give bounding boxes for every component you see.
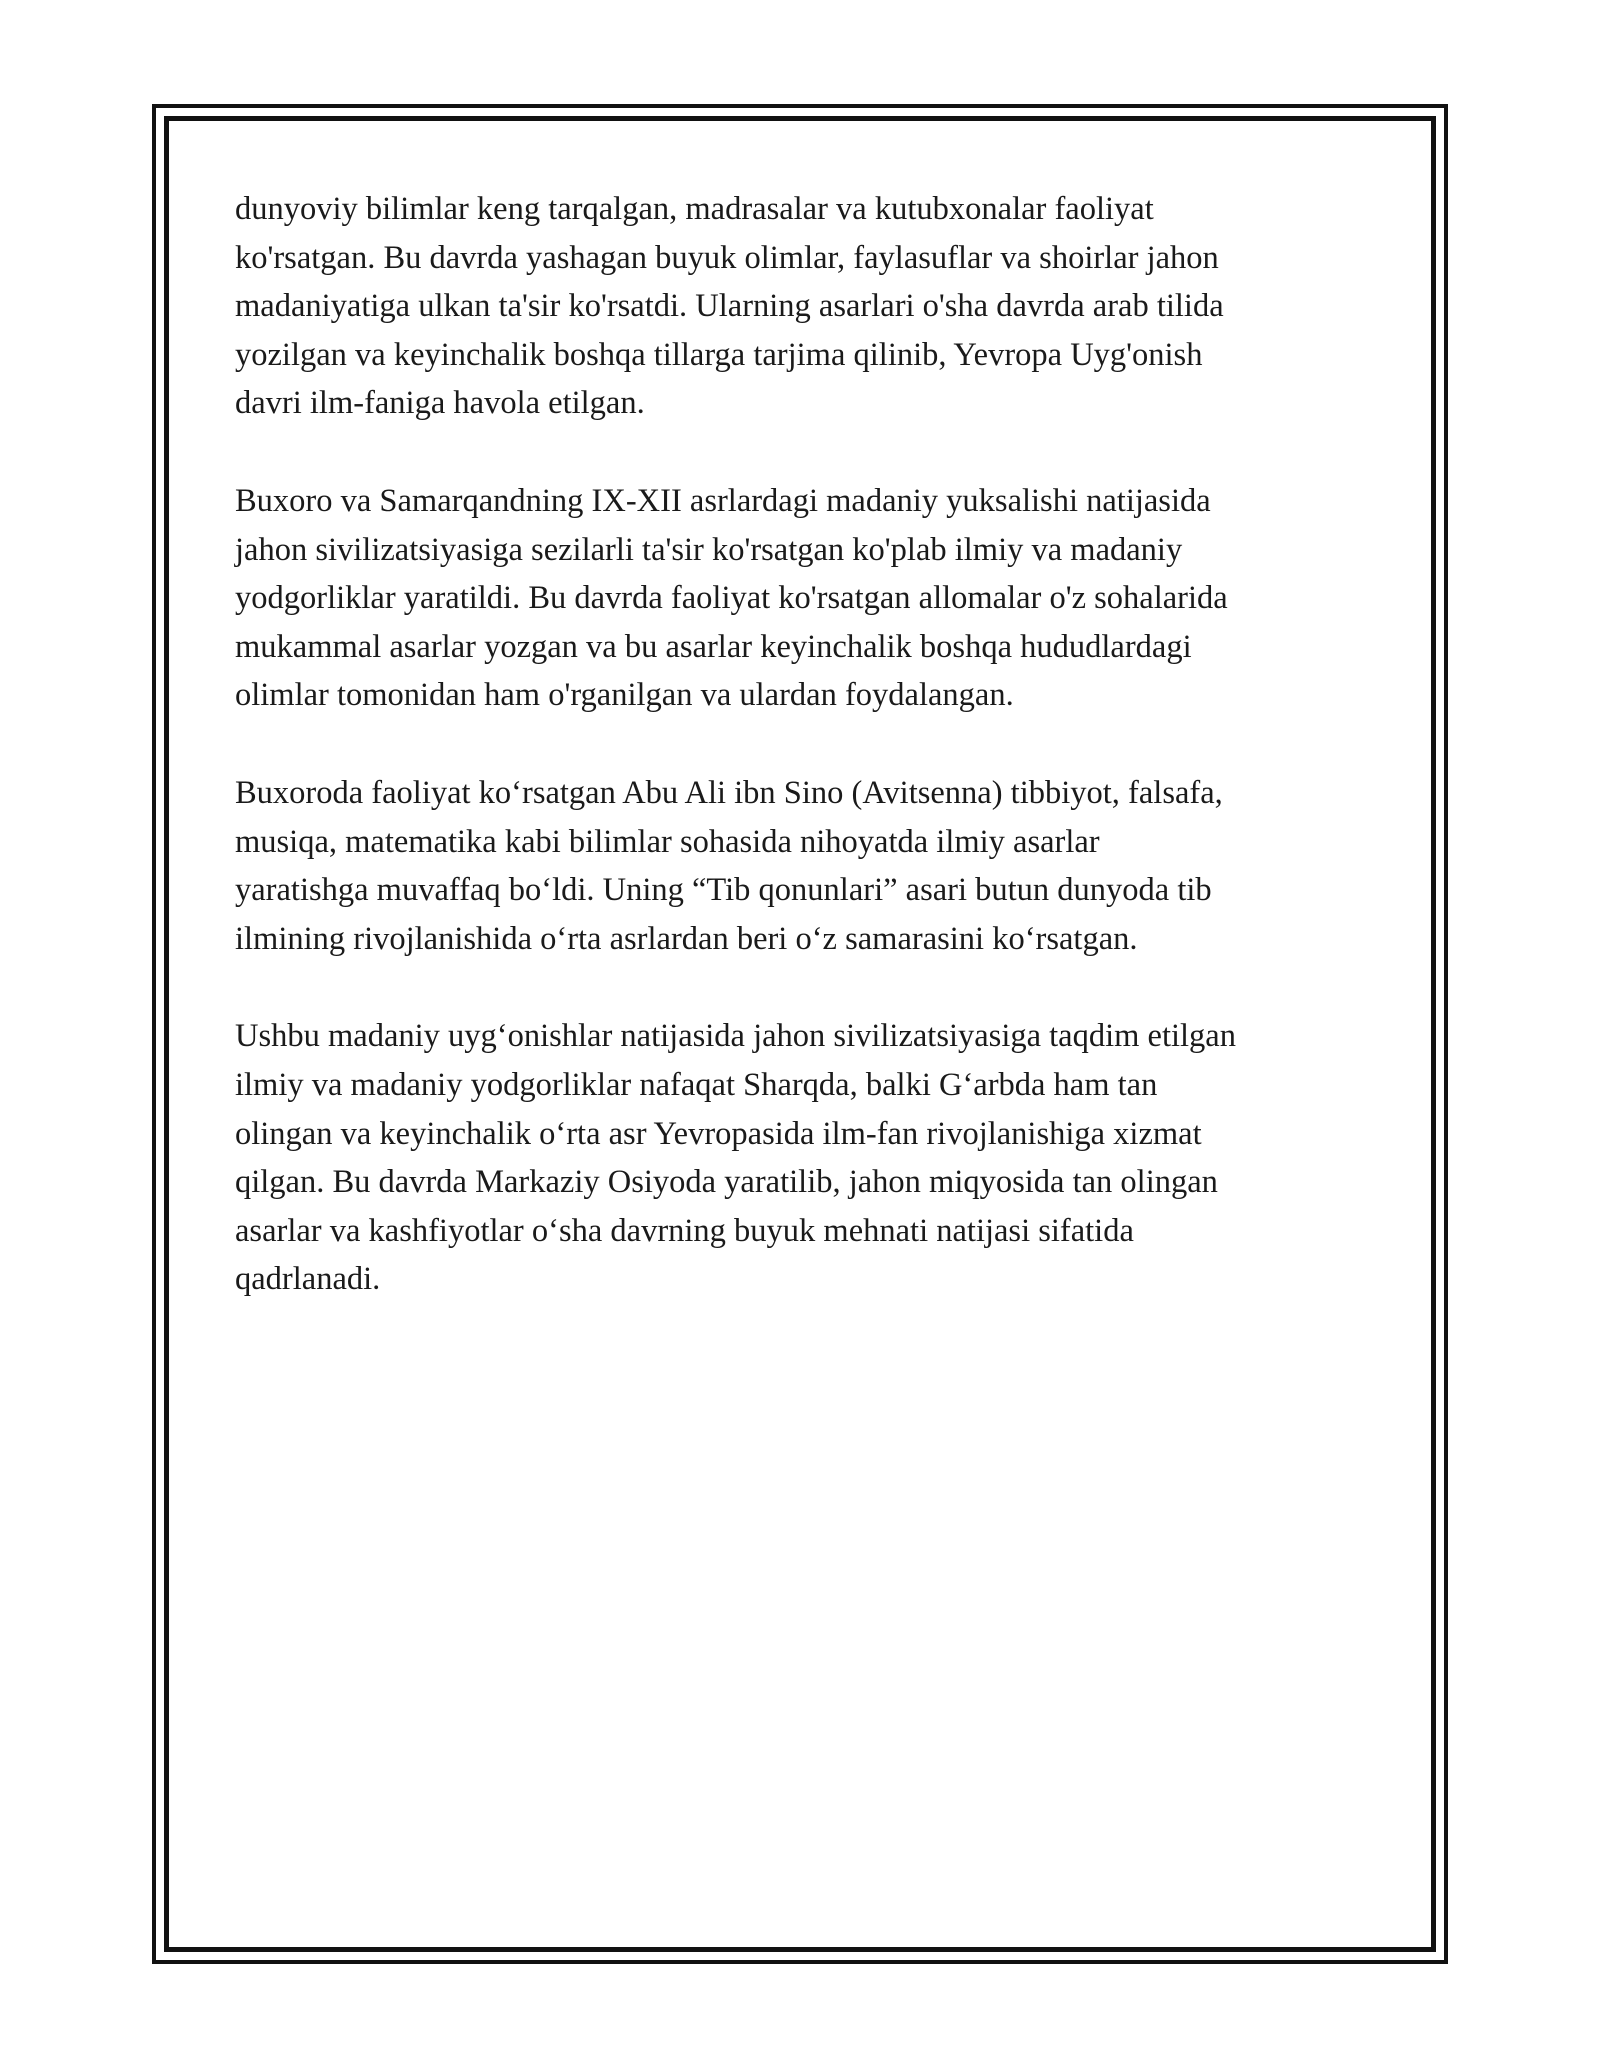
paragraph-4: Ushbu madaniy uyg‘onishlar natijasida jahon sivilizatsiyasiga taqdim etilgan ilmiy va madaniy yodgorliklar nafaqat Sharqda, balki G‘arbda ham tan olingan va keyinchalik o‘rta asr Yevropasida ilm-fan rivojlanishiga xizmat qilgan. Bu davrda Markaziy Osiyoda yaratilib, jahon miqyosida tan olingan asarlar va kashfiyotlar o‘sha davrning buyuk mehnati natijasi sifatida qadrlanadi. <box>235 1018 1236 1298</box>
paragraph-3: Buxoroda faoliyat ko‘rsatgan Abu Ali ibn Sino (Avitsenna) tibbiyot, falsafa, musiqa, matematika kabi bilimlar sohasida nihoyatda ilmiy asarlar yaratishga muvaffaq bo‘ldi. Uning “Tib qonunlari” asari butun dunyoda tib ilmining rivojlanishida o‘rta asrlardan beri o‘z samarasini ko‘rsatgan. <box>235 774 1223 957</box>
paragraph-1: dunyoviy bilimlar keng tarqalgan, madrasalar va kutubxonalar faoliyat ko'rsatgan. Bu davrda yashagan buyuk olimlar, faylasuflar va shoirlar jahon madaniyatiga ulkan ta'sir ko'rsatdi. Ularning asarlari o'sha davrda arab tilida yozilgan va keyinchalik boshqa tillarga tarjima qilinib, Yevropa Uyg'onish davri ilm-faniga havola etilgan. <box>235 191 1224 422</box>
paragraph-2: Buxoro va Samarqandning IX-XII asrlardagi madaniy yuksalishi natijasida jahon sivilizatsiyasiga sezilarli ta'sir ko'rsatgan ko'plab ilmiy va madaniy yodgorliklar yaratildi. Bu davrda faoliyat ko'rsatgan allomalar o'z sohalarida mukammal asarlar yozgan va bu asarlar keyinchalik boshqa hududlardagi olimlar tomonidan ham o'rganilgan va ulardan foydalangan. <box>235 482 1228 714</box>
document-body <box>235 185 1385 1353</box>
